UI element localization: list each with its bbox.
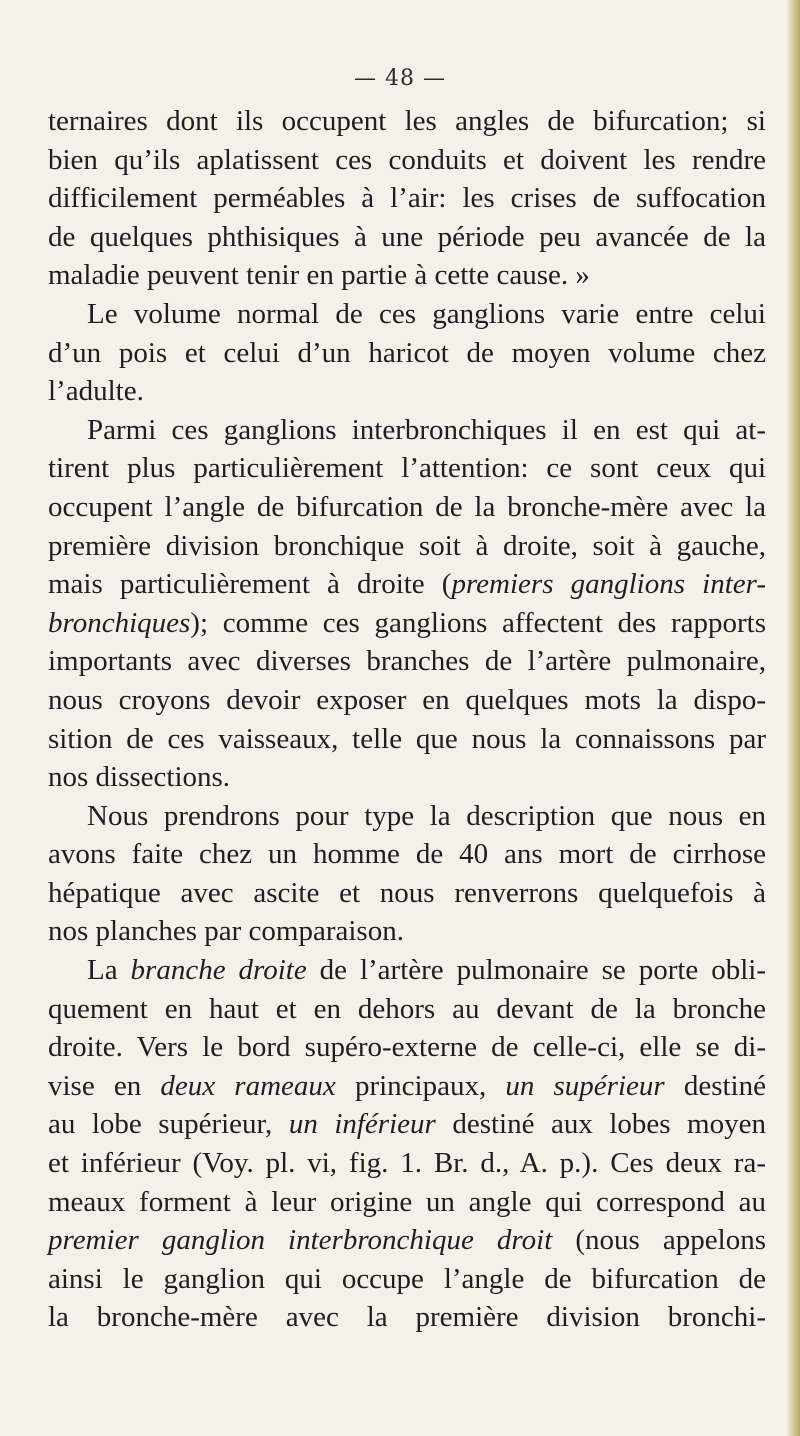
text-line: ainsi le ganglion qui occupe l’angle de bifurcation de <box>48 1262 766 1295</box>
text-line: Le volume normal de ces ganglions varie entre celui <box>87 297 766 330</box>
text-line <box>48 1221 766 1260</box>
text-line: avons faite chez un homme de 40 ans mort de cirrhose <box>48 838 766 871</box>
text-line: maladie peuvent tenir en partie à cette cause. » <box>48 259 590 292</box>
text-run: vise en <box>48 1069 161 1102</box>
text-line: nos dissections. <box>48 761 231 794</box>
text-line: difficilement perméables à l’air: les crises de suffocation <box>48 182 766 215</box>
text-run: ); comme ces ganglions affectent des rapports <box>190 606 766 639</box>
text-line: meaux forment à leur origine un angle qui correspond au <box>48 1185 766 1218</box>
text-line: ternaires dont ils occupent les angles de bifurcation; si <box>48 105 766 137</box>
text-run: principaux, <box>335 1069 506 1102</box>
text-line <box>48 951 766 990</box>
text-line: droite. Vers le bord supéro-externe de celle-ci, elle se di- <box>48 1031 766 1064</box>
text-line: Nous prendrons pour type la description que nous en <box>87 799 766 832</box>
text-line: occupent l’angle de bifurcation de la bronche-mère avec la <box>48 490 766 523</box>
text-line: importants avec diverses branches de l’artère pulmonaire, <box>48 645 766 678</box>
text-run: de l’artère pulmonaire se porte obli- <box>306 954 766 987</box>
text-line: l’adulte. <box>48 375 144 408</box>
text-line <box>48 565 766 604</box>
text-line: bien qu’ils aplatissent ces conduits et doivent les rendre <box>48 143 766 176</box>
text-line: sition de ces vaisseaux, telle que nous la connaissons par <box>48 722 766 755</box>
text-line: la bronche-mère avec la première division bronchi- <box>48 1301 766 1334</box>
italic-run: premiers ganglions inter- <box>451 568 766 601</box>
text-line: nos planches par comparaison. <box>48 915 404 948</box>
text-line: de quelques phthisiques à une période peu avancée de la <box>48 220 766 253</box>
italic-run: un supérieur <box>505 1069 665 1102</box>
text-line: tirent plus particulièrement l’attention: ce sont ceux qui <box>48 452 766 485</box>
italic-run: un inférieur <box>288 1108 436 1141</box>
text-line: quement en haut et en dehors au devant de la bronche <box>48 992 766 1025</box>
text-line: Parmi ces ganglions interbronchiques il en est qui at- <box>87 413 766 446</box>
text-line: d’un pois et celui d’un haricot de moyen volume chez <box>48 336 766 369</box>
text-run: La <box>87 954 131 987</box>
text-run: au lobe supérieur, <box>48 1108 289 1141</box>
text-run: (nous appelons <box>552 1224 766 1257</box>
text-line: première division bronchique soit à droite, soit à gauche, <box>48 529 766 562</box>
italic-run: bronchiques <box>48 606 191 639</box>
page-number: — 48 — <box>354 66 446 91</box>
italic-run: deux rameaux <box>160 1069 336 1102</box>
text-line: nous croyons devoir exposer en quelques mots la dispo- <box>48 683 766 716</box>
page-edge-shadow <box>786 0 800 1436</box>
text-line <box>48 1105 766 1144</box>
text-run: mais particulièrement à droite ( <box>48 568 452 601</box>
text-line <box>48 1067 766 1106</box>
text-run: destiné aux lobes moyen <box>435 1108 766 1141</box>
text-line: hépatique avec ascite et nous renverrons quelquefois à <box>48 876 766 909</box>
text-line: et inférieur (Voy. pl. vi, fig. 1. Br. d., A. p.). Ces deux ra- <box>48 1147 766 1180</box>
text-run: destiné <box>664 1069 766 1102</box>
italic-run: branche droite <box>130 954 307 987</box>
italic-run: premier ganglion interbronchique droit <box>48 1224 553 1257</box>
text-line <box>48 604 766 643</box>
body-text <box>48 102 766 1337</box>
